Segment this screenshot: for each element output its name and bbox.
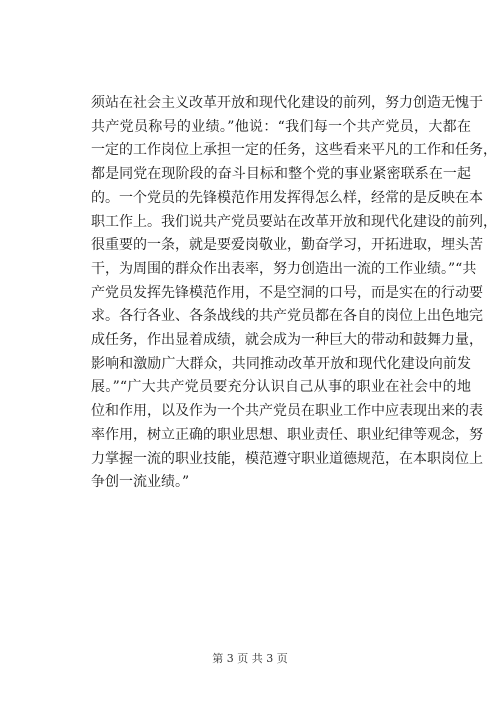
- text-line: 争创一流业绩。”: [91, 474, 190, 491]
- text-line: 很重要的一条，就是要爱岗敬业，勤奋学习，开拓进取，埋头苦: [91, 237, 483, 254]
- text-line: 都是同党在现阶段的奋斗目标和整个党的事业紧密联系在一起: [91, 166, 471, 183]
- text-line: 成任务，作出显着成绩，就会成为一种巨大的带动和鼓舞力量，: [91, 332, 483, 349]
- text-line: 的。一个党员的先锋模范作用发挥得怎么样，经常的是反映在本: [91, 189, 483, 206]
- text-line: 力掌握一流的职业技能，模范遵守职业道德规范，在本职岗位上: [91, 450, 483, 467]
- text-line: 展。”“广大共产党员要充分认识自己从事的职业在社会中的地: [91, 379, 471, 396]
- page-number-footer: 第 3 页 共 3 页: [212, 652, 288, 665]
- text-line: 影响和激励广大群众，共同推动改革开放和现代化建设向前发: [91, 355, 471, 372]
- text-line: 位和作用，以及作为一个共产党员在职业工作中应表现出来的表: [91, 403, 483, 420]
- text-line: 干，为周围的群众作出表率，努力创造出一流的工作业绩。”“共: [91, 260, 477, 277]
- text-line: 职工作上。我们说共产党员要站在改革开放和现代化建设的前列，: [91, 213, 497, 230]
- text-line: 率作用，树立正确的职业思想、职业责任、职业纪律等观念，努: [91, 426, 483, 443]
- text-line: 共产党员称号的业绩。”他说：“我们每一个共产党员，大都在: [91, 118, 471, 135]
- body-paragraph: [91, 92, 497, 495]
- text-line: 一定的工作岗位上承担一定的任务，这些看来平凡的工作和任务，: [91, 142, 497, 159]
- text-line: 须站在社会主义改革开放和现代化建设的前列，努力创造无愧于: [91, 95, 483, 111]
- text-line: 产党员发挥先锋模范作用，不是空洞的口号，而是实在的行动要: [91, 284, 483, 301]
- text-line: 求。各行各业、各条战线的共产党员都在各自的岗位上出色地完: [91, 308, 483, 325]
